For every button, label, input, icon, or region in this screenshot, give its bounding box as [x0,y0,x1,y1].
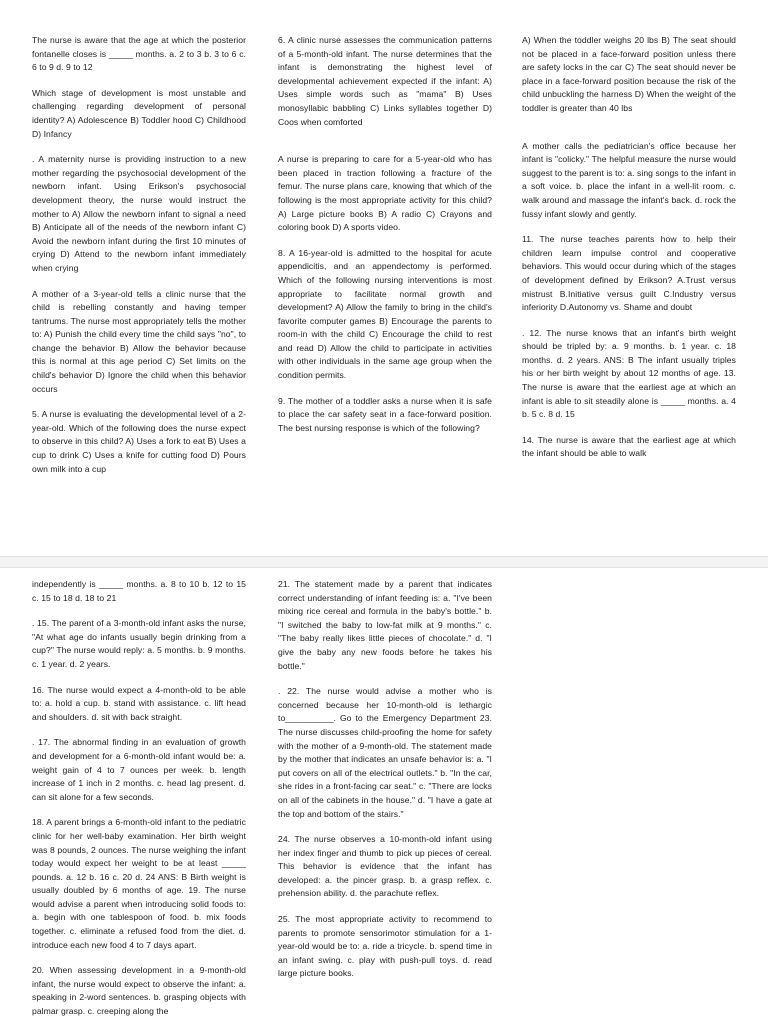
question-18-19: 18. A parent brings a 6-month-old infant to the pediatric clinic for her well-baby examination. Her birth weight was 8 pounds, 2 ounces. The nurse weighing the infant today would expect her weight to be at least _____ pounds. a. 12 b. 16 c. 20 d. 24 ANS: B Birth weight is usually doubled by 6 months of age. 19. The nurse would advise a parent when introducing solid foods to: a. begin with one tablespoon of food. b. mix foods together. c. eliminate a refused food from the diet. d. introduce each new food 4 to 7 days apart. [32,817,246,950]
question-erikson-newborn: . A maternity nurse is providing instruction to a new mother regarding the psychosocial development of the newborn infant. Using Erikson's psychosocial development theory, the nurse would instruct the mother to A) Allow the newborn infant to signal a need B) Anticipate all of the needs of the newborn infant C) Avoid the newborn infant during the first 10 minutes of crying D) Attend to the newborn infant immediately when crying [32,154,246,273]
question-14-continued: independently is _____ months. a. 8 to 10 b. 12 to 15 c. 15 to 18 d. 18 to 21 [32,579,246,603]
column-middle [278,34,492,447]
question-16: 16. The nurse would expect a 4-month-old to be able to: a. hold a cup. b. stand with assistance. c. lift head and shoulders. d. sit with back straight. [32,684,246,722]
question-11: 11. The nurse teaches parents how to help their children learn impulse control and cooperative behaviors. This would occur during which of the stages of development defined by Erikson? A.Trust versus mistrust B.Initiative versus guilt C.Industry versus inferiority D.Autonomy vs. Shame and doubt [522,234,736,313]
question-9-options: A) When the toddler weighs 20 lbs B) The seat should not be placed in a face-forward position unless there are safety locks in the car C) The seat should never be place in a face-forward position because the risk of the child unbuckling the harness D) When the weight of the toddler is greater than 40 lbs [522,35,736,113]
column-left [32,34,246,488]
column-middle [278,578,492,993]
question-17: . 17. The abnormal finding in an evaluation of growth and development for a 6-month-old infant would be: a. weight gain of 4 to 7 ounces per week. b. length increase of 1 inch in 2 months. c. head lag present. d. can sit alone for a few seconds. [32,737,246,802]
question-21: 21. The statement made by a parent that indicates correct understanding of infant feeding is: a. "I've been mixing rice cereal and formula in the baby's bottle." b. "I switched the baby to low-fat milk at 9 months." c. "The baby really likes little pieces of chocolate." d. "I give the baby any new foods before he takes his bottle." [278,579,492,671]
page-separator [0,556,768,568]
question-24: 24. The nurse observes a 10-month-old infant using her index finger and thumb to pick up pieces of cereal. This behavior is evidence that the infant has developed: a. the pincer grasp. b. a grasp reflex. c. prehension ability. d. the parachute reflex. [278,834,492,899]
question-5: 5. A nurse is evaluating the developmental level of a 2-year-old. Which of the following does the nurse expect to observe in this child? A) Uses a fork to eat B) Uses a cup to drink C) Uses a knife for cutting food D) Pours own milk into a cup [32,409,246,474]
question-15: . 15. The parent of a 3-month-old infant asks the nurse, "At what age do infants usually begin drinking from a cup?" The nurse would reply: a. 5 months. b. 9 months. c. 1 year. d. 2 years. [32,618,246,669]
question-6: 6. A clinic nurse assesses the communication patterns of a 5-month-old infant. The nurse determines that the infant is demonstrating the highest level of developmental achievement expected if the infant: A) Uses simple words such as "mama" B) Uses monosyllabic babbling C) Links syllables together D) Coos when comforted [278,35,492,127]
question-personal-identity: Which stage of development is most unstable and challenging regarding development of personal identity? A) Adolescence B) Toddler hood C) Childhood D) Infancy [32,87,246,139]
question-22-23: . 22. The nurse would advise a mother who is concerned because her 10-month-old is lethargic to__________. Go to the Emergency Department 23. The nurse discusses child-proofing the home for safety with the mother of a 9-month-old. The statement made by the mother that indicates an unsafe behavior is: a. "I put covers on all of the electrical outlets." b. "In the car, she rides in a front-facing car seat." c. "There are locks on all of the cabinets in the house." d. "I have a gate at the top and bottom of the stairs." [278,686,492,819]
column-right [522,34,736,473]
question-12-13: . 12. The nurse knows that an infant's birth weight should be tripled by: a. 9 months. b. 1 year. c. 18 months. d. 2 years. ANS: B The infant usually triples his or her birth weight by about 12 months of age. 13. The nurse is aware that the earliest age at which an infant is able to sit steadily alone is _____ months. a. 4 b. 5 c. 8 d. 15 [522,327,736,420]
question-8: 8. A 16-year-old is admitted to the hospital for acute appendicitis, and an appendectomy is performed. Which of the following nursing interventions is most appropriate to facilitate normal growth and development? A) Allow the family to bring in the child's favorite computer games B) Encourage the parents to room-in with the child C) Encourage the child to rest and read D) Allow the child to participate in activities with other individuals in the same age group when the condition permits. [278,247,492,381]
question-20: 20. When assessing development in a 9-month-old infant, the nurse would expect to observe the infant: a. speaking in 2-word sentences. b. grasping objects with palmar grasp. c. creeping along the [32,965,246,1017]
question-fontanelle: The nurse is aware that the age at which the posterior fontanelle closes is _____ months. a. 2 to 3 b. 3 to 6 c. 6 to 9 d. 9 to 12 [32,35,246,73]
question-9: 9. The mother of a toddler asks a nurse when it is safe to place the car safety seat in a face-forward position. The best nursing response is which of the following? [278,395,492,433]
question-traction: A nurse is preparing to care for a 5-year-old who has been placed in traction following a fracture of the femur. The nurse plans care, knowing that which of the following is the most appropriate activity for this child? A) Large picture books B) A radio C) Crayons and coloring book D) A sports video. [278,154,492,233]
question-colicky: A mother calls the pediatrician's office because her infant is "colicky." The helpful measure the nurse would suggest to the parent is to: a. sing songs to the infant in a soft voice. b. place the infant in a well-lit room. c. walk around and massage the infant's back. d. rock the fussy infant slowly and gently. [522,140,736,219]
question-25: 25. The most appropriate activity to recommend to parents to promote sensorimotor stimulation for a 1-year-old would be to: a. ride a tricycle. b. spend time in an infant swing. c. play with push-pull toys. d. read large picture books. [278,914,492,979]
question-temper-tantrums: A mother of a 3-year-old tells a clinic nurse that the child is rebelling constantly and having temper tantrums. The nurse most appropriately tells the mother to: A) Punish the child every time the child says "no", to change the behavior B) Allow the behavior because this is normal at this age period C) Set limits on the child's behavior D) Ignore the child when this behavior occurs [32,288,246,394]
document-page-bottom [0,568,768,1024]
question-14: 14. The nurse is aware that the earliest age at which the infant should be able to walk [522,434,736,459]
column-left [32,578,246,1031]
